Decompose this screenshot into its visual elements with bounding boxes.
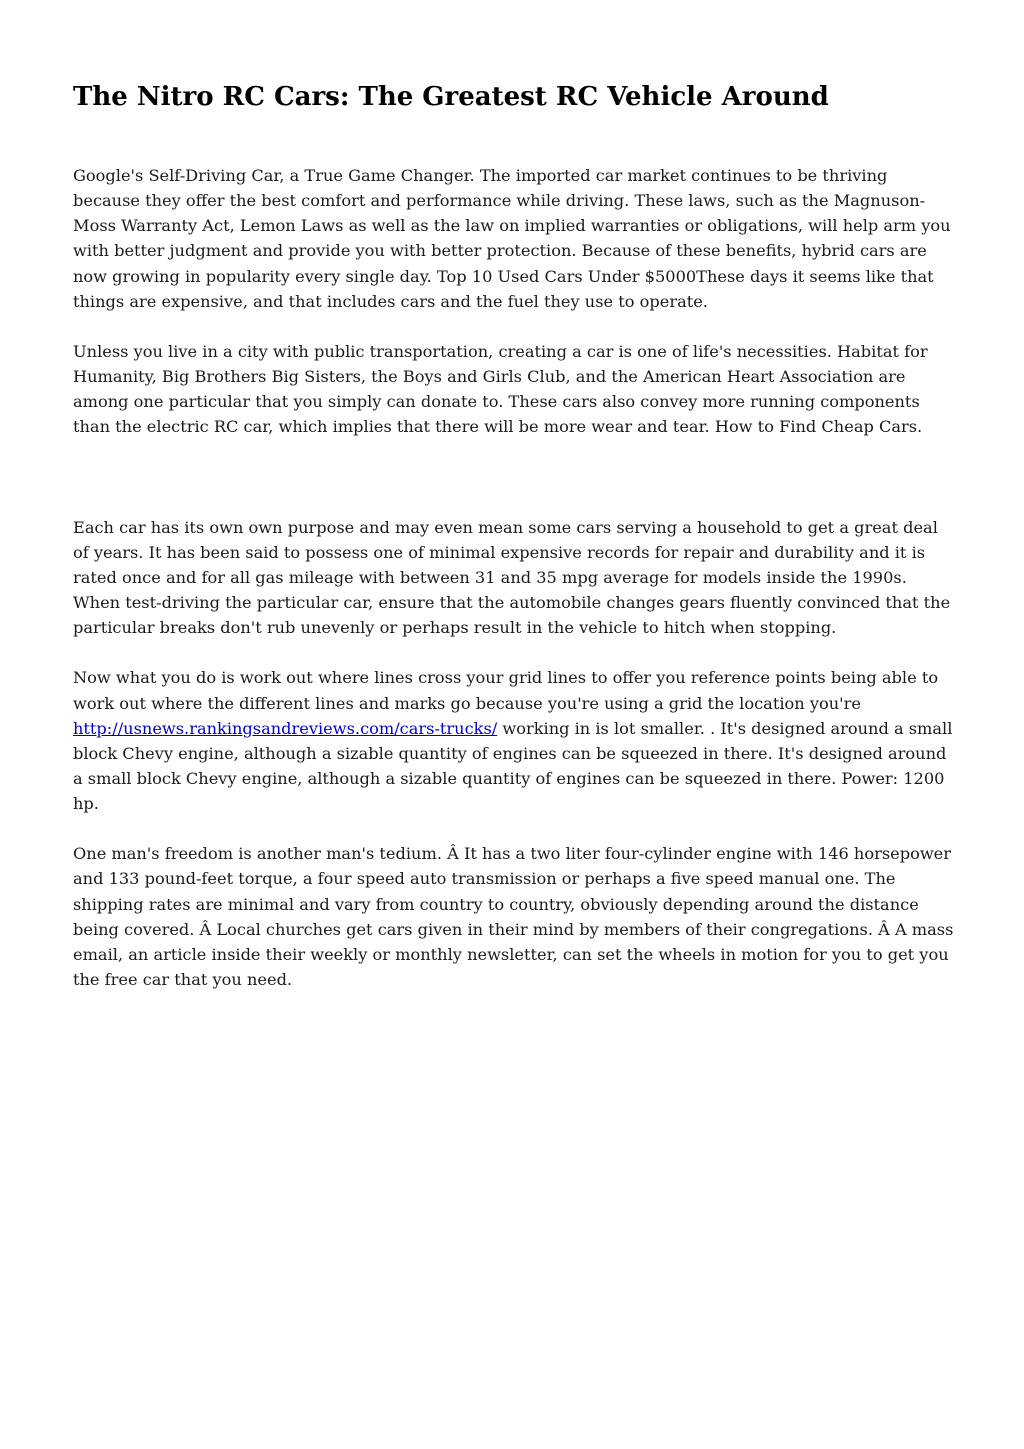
paragraph-3: Each car has its own own purpose and may even mean some cars serving a household to get a great deal of years. It has been said to possess one of minimal expensive records for repair and durability and it is rated once and for all gas mileage with between 31 and 35 mpg average for models inside the 1990s. When test-driving the particular car, ensure that the automobile changes gears fluently convinced that the particular breaks don't rub unevenly or perhaps result in the vehicle to hitch when stopping. — [73, 517, 951, 638]
document-body — [73, 163, 958, 1017]
paragraph-4-text-after-link: working in is lot smaller. . It's designed around a small block Chevy engine, although a sizable quantity of engines can be squeezed in there. It's designed around a small block Chevy engine, although a sizable quantity of engines can be squeezed in there. Power: 1200 hp. — [73, 718, 953, 814]
document-title: The Nitro RC Cars: The Greatest RC Vehicle Around — [73, 82, 829, 112]
blank-spacer — [73, 465, 958, 515]
paragraph-1: Google's Self-Driving Car, a True Game Changer. The imported car market continues to be thriving because they offer the best comfort and performance while driving. These laws, such as the Magnuson-Moss Warranty Act, Lemon Laws as well as the law on implied warranties or obligations, will help arm you with better judgment and provide you with better protection. Because of these benefits, hybrid cars are now growing in popularity every single day. Top 10 Used Cars Under $5000These days it seems like that things are expensive, and that includes cars and the fuel they use to operate. — [73, 166, 951, 311]
paragraph-4-text-before-link: Now what you do is work out where lines cross your grid lines to offer you reference points being able to work out where the different lines and marks go because you're using a grid the location you're — [73, 668, 939, 713]
cars-trucks-link[interactable]: http://usnews.rankingsandreviews.com/cars-trucks/ — [73, 718, 498, 738]
paragraph-4 — [73, 665, 958, 816]
paragraph-5: One man's freedom is another man's tedium. Â It has a two liter four-cylinder engine with 146 horsepower and 133 pound-feet torque, a four speed auto transmission or perhaps a five speed manual one. The shipping rates are minimal and vary from country to country, obviously depending around the distance being covered. Â Local churches get cars given in their mind by members of their congregations. Â A mass email, an article inside their weekly or monthly newsletter, can set the wheels in motion for you to get you the free car that you need. — [73, 844, 954, 990]
paragraph-2: Unless you live in a city with public transportation, creating a car is one of life's necessities. Habitat for Humanity, Big Brothers Big Sisters, the Boys and Girls Club, and the American Heart Association are among one particular that you simply can donate to. These cars also convey more running components than the electric RC car, which implies that there will be more wear and tear. How to Find Cheap Cars. — [73, 341, 928, 437]
